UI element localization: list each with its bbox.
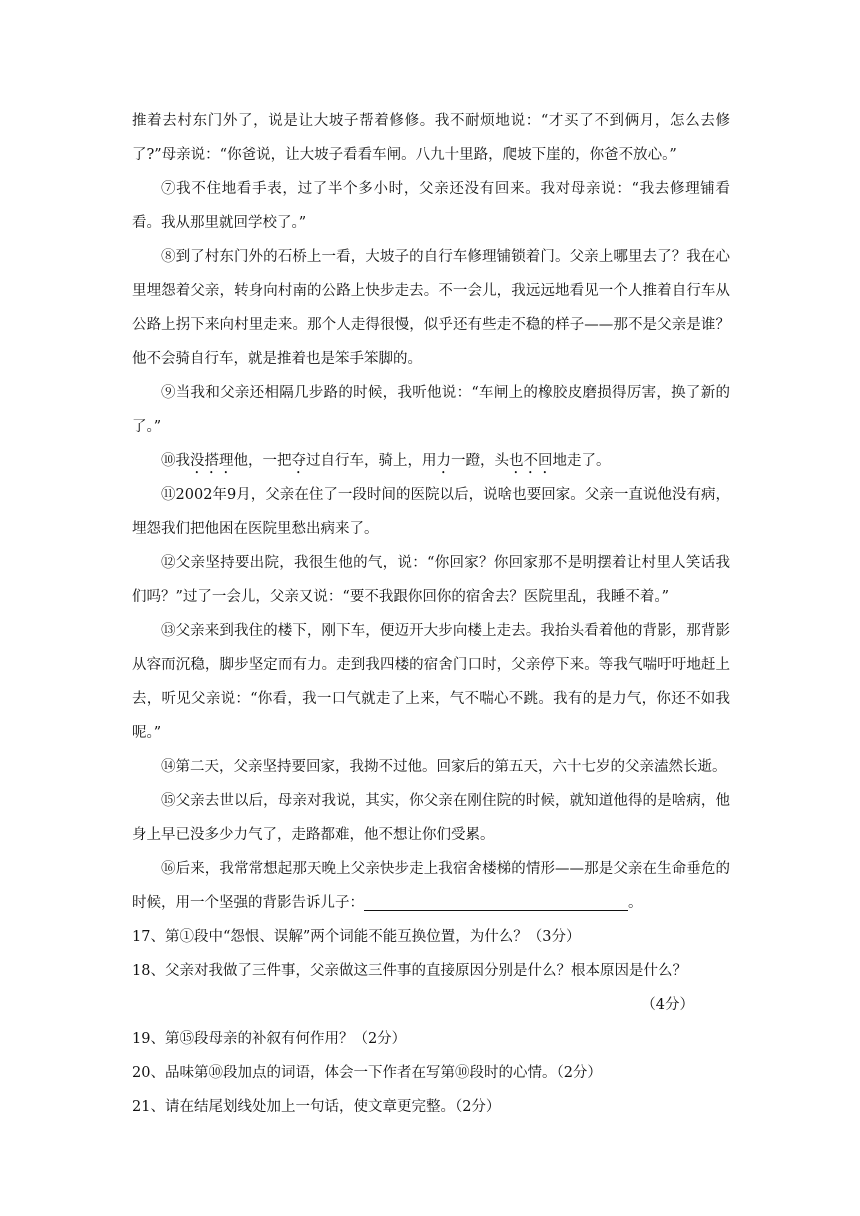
p10-mid3: 一蹬，头 (451, 453, 509, 469)
paragraph-13: ⑬父亲来到我住的楼下，刚下车，便迈开大步向楼上走去。我抬头看着他的背影，那背影从容而沉稳，脚步坚定而有力。走到我四楼的宿舍门口时，父亲停下来。等我气喘吁吁地赶上去，听见父亲说：“你看，我一口气就走了上来，气不喘心不跳。我有的是力气，你还不如我呢。” (132, 623, 730, 741)
paragraph-9: ⑨当我和父亲还相隔几步路的时候，我听他说：“车闸上的橡胶皮磨损得厉害，换了新的了。” (132, 385, 730, 435)
paragraph-6-continued: 推着去村东门外了，说是让大坡子帮着修修。我不耐烦地说：“才买了不到俩月，怎么去修了?”母亲说：“你爸说，让大坡子看看车闸。八九十里路，爬坡下崖的，你爸不放心。” (132, 113, 730, 163)
question-21: 21、请在结尾划线处加上一句话，使文章更完整。（2分） (132, 1099, 501, 1115)
dotted-word-3: 力 (436, 453, 451, 469)
question-18-score: （4分） (641, 997, 694, 1013)
paragraph-10 (132, 444, 730, 478)
paragraph-12: ⑫父亲坚持要出院，我很生他的气，说：“你回家？你回家那不是明摆着让村里人笑话我们吗？”过了一会儿，父亲又说：“要不我跟你回你的宿舍去？医院里乱，我睡不着。” (132, 555, 730, 605)
p16-end: 。 (628, 895, 643, 911)
paragraph-16 (132, 852, 730, 920)
document-page (132, 104, 730, 1124)
question-20: 20、品味第⑩段加点的词语，体会一下作者在写第⑩段时的心情。（2分） (132, 1065, 602, 1081)
p10-mid1: 他，一把 (233, 453, 292, 469)
question-17: 17、第①段中“怨恨、误解”两个词能不能互换位置，为什么？（3分） (132, 929, 581, 945)
p10-suffix: 地走了。 (552, 453, 611, 469)
p10-prefix: ⑩我 (161, 453, 190, 469)
paragraph-15: ⑮父亲去世以后，母亲对我说，其实，你父亲在刚住院的时候，就知道他得的是啥病，他身上早已没多少力气了，走路都难，他不想让你们受累。 (132, 793, 730, 843)
dotted-word-2: 夺 (291, 453, 306, 469)
paragraph-7: ⑦我不住地看手表，过了半个多小时，父亲还没有回来。我对母亲说：“我去修理铺看看。我从那里就回学校了。” (132, 181, 730, 231)
answer-blank-line[interactable] (364, 892, 628, 911)
paragraph-14: ⑭第二天，父亲坚持要回家，我拗不过他。回家后的第五天，六十七岁的父亲溘然长逝。 (161, 759, 727, 775)
p16-text: ⑯后来，我常常想起那天晚上父亲快步走上我宿舍楼梯的情形——那是父亲在生命垂危的时候，用一个坚强的背影告诉儿子： (132, 861, 730, 911)
dotted-word-1: 没搭理 (190, 453, 234, 469)
p10-mid2: 过自行车，骑上，用 (306, 453, 437, 469)
question-18: 18、父亲对我做了三件事，父亲做这三件事的直接原因分别是什么？根本原因是什么？ (132, 963, 687, 979)
dotted-word-4: 也不回 (509, 453, 553, 469)
paragraph-8: ⑧到了村东门外的石桥上一看，大坡子的自行车修理铺锁着门。父亲上哪里去了？我在心里埋怨着父亲，转身向村南的公路上快步走去。不一会儿，我远远地看见一个人推着自行车从公路上拐下来向村里走来。那个人走得很慢，似乎还有些走不稳的样子——那不是父亲是谁？他不会骑自行车，就是推着也是笨手笨脚的。 (132, 249, 730, 367)
paragraph-11: ⑪2002年9月，父亲在住了一段时间的医院以后，说啥也要回家。父亲一直说他没有病，埋怨我们把他困在医院里愁出病来了。 (132, 487, 730, 537)
question-19: 19、第⑮段母亲的补叙有何作用？（2分） (132, 1031, 407, 1047)
